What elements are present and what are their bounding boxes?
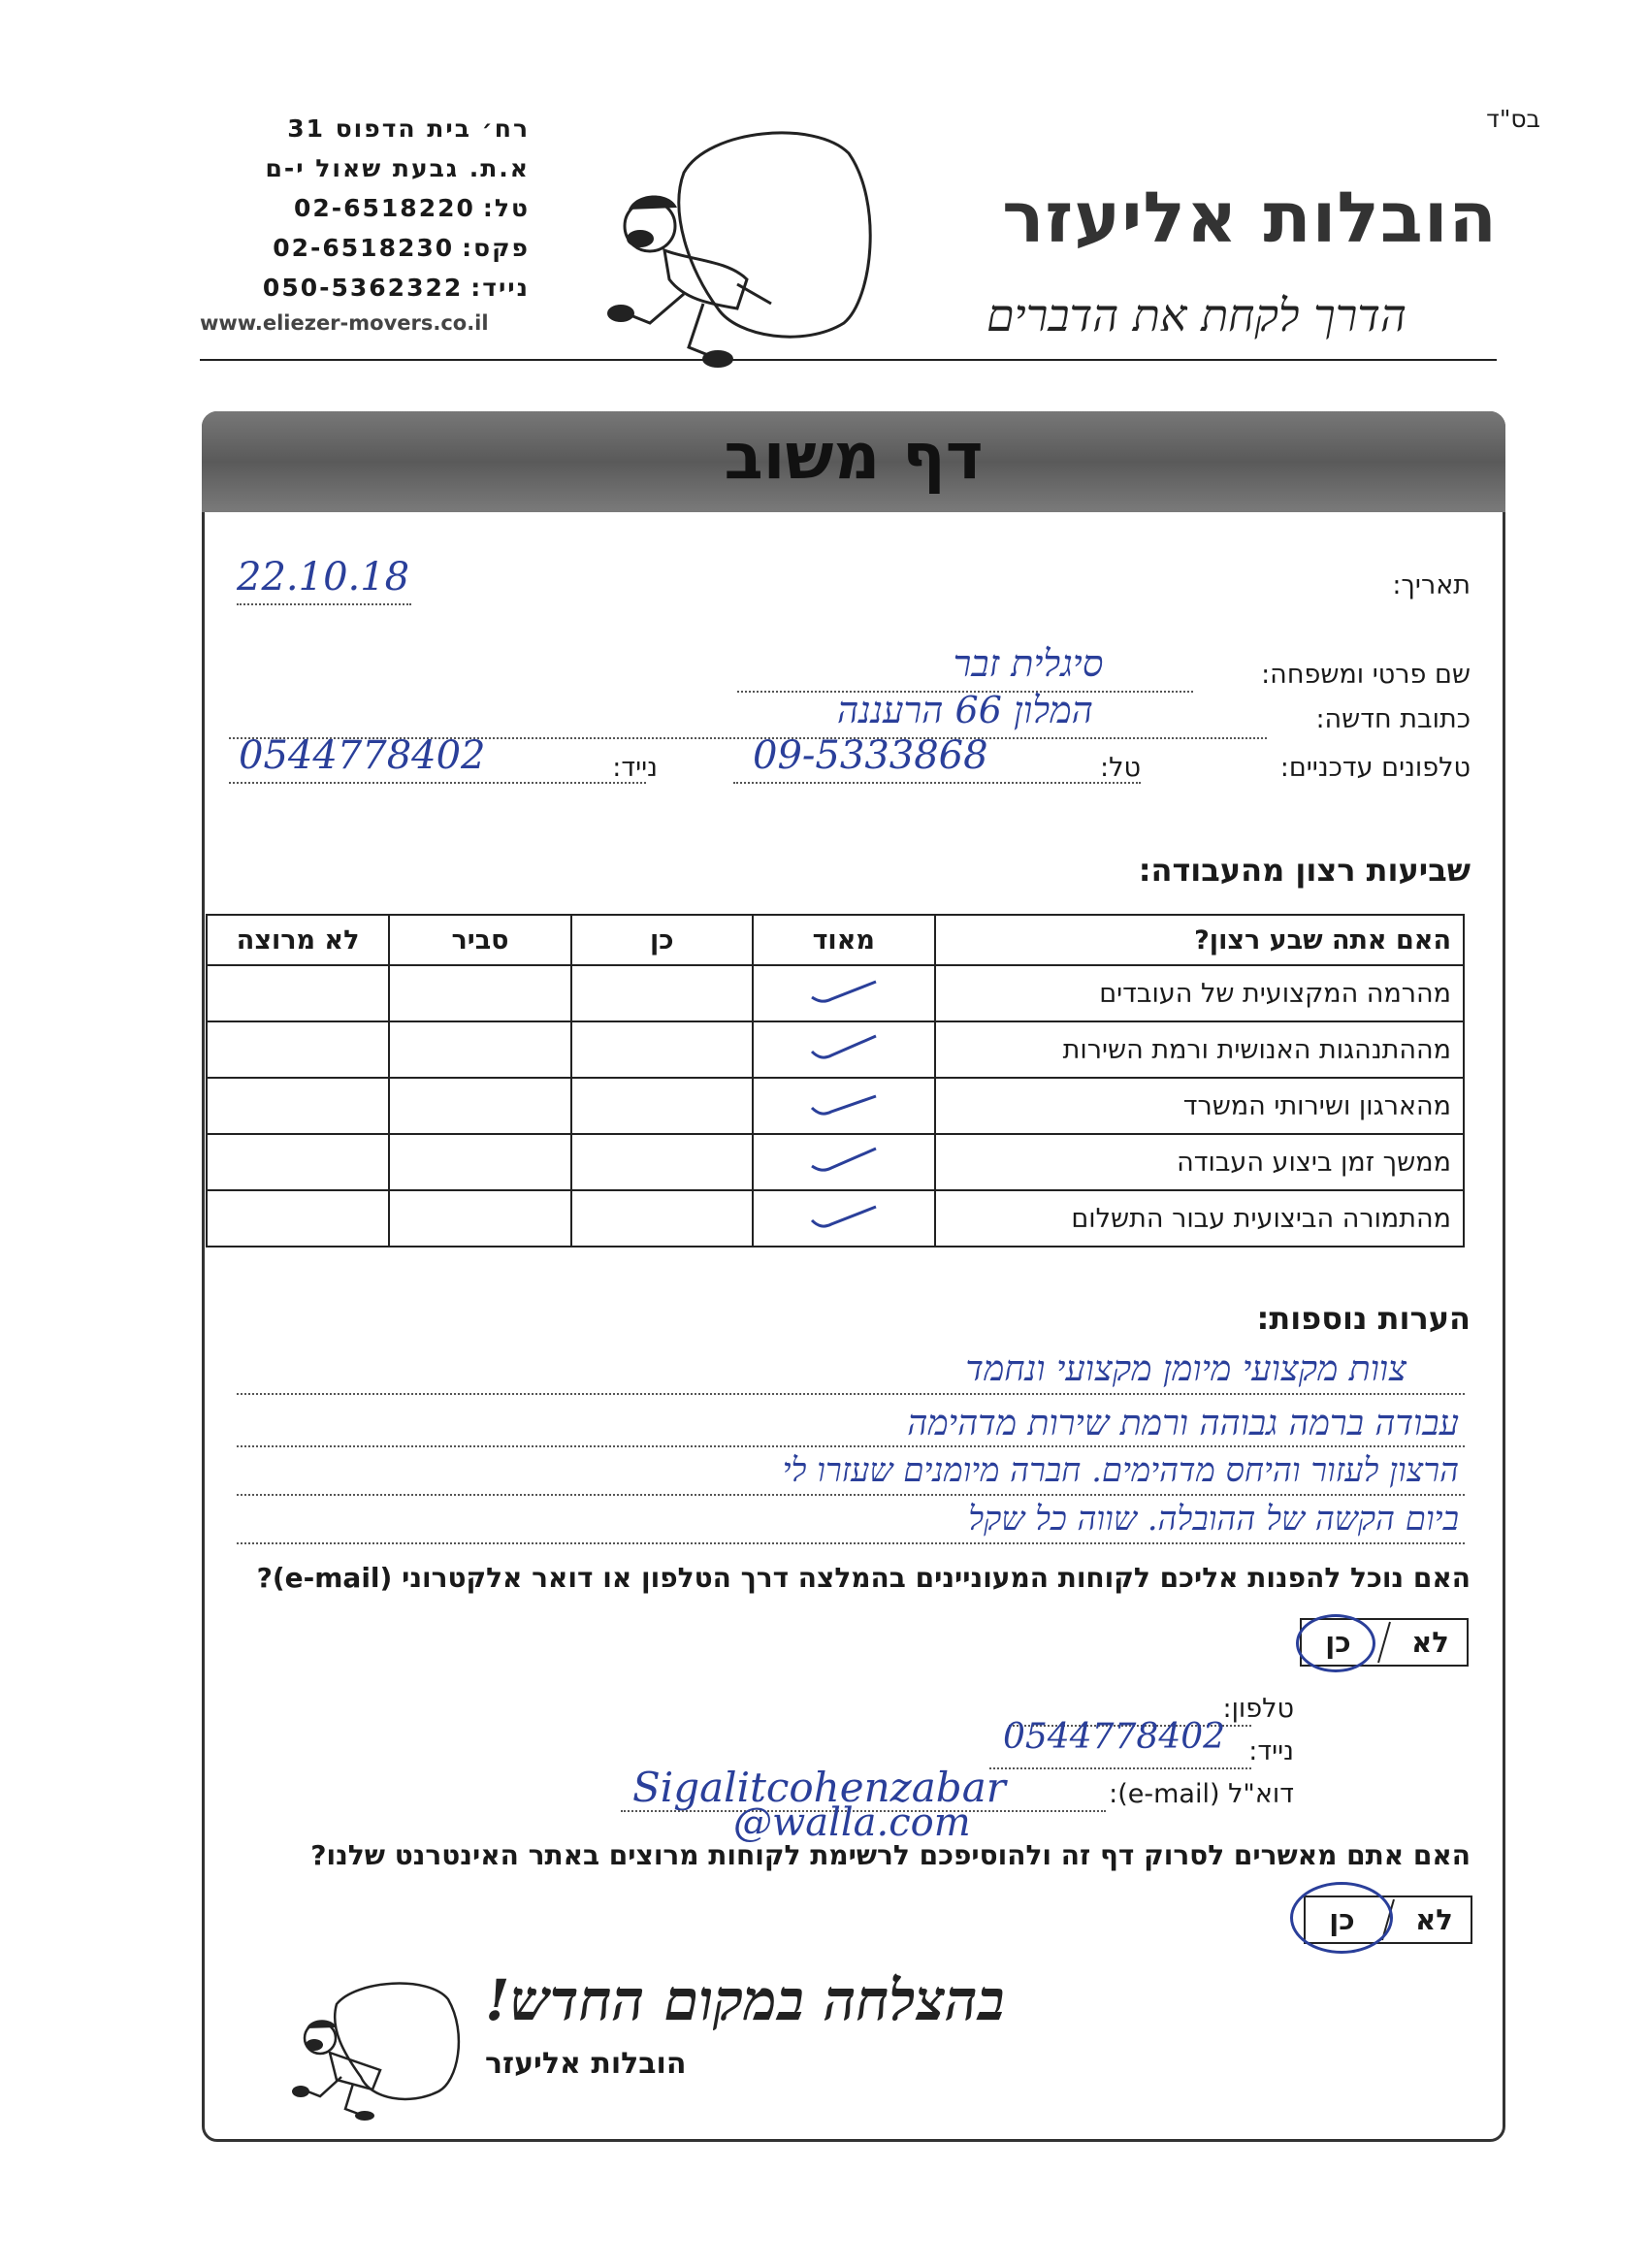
comment-line-1: צוות מקצועי מיומן מקצועי ונחמד <box>965 1349 1406 1389</box>
checkmark-icon <box>808 978 880 1003</box>
address-line-1: רח׳ בית הדפוס 31 <box>287 114 530 143</box>
mobile-value: 0544778402 <box>239 733 486 778</box>
col-header-fair: סביר <box>389 915 571 965</box>
referral-mobile-value: 0544778402 <box>1003 1717 1226 1757</box>
referral-email-line-2: @walla.com <box>733 1800 971 1845</box>
signoff-text: בהצלחה במקום החדש! <box>485 1967 1005 2033</box>
table-row <box>207 1021 1464 1078</box>
col-header-very: מאוד <box>753 915 935 965</box>
mobile-label: נייד: <box>612 753 658 783</box>
checkmark-icon <box>808 1090 880 1116</box>
row-label: מההתנהגות האנושית ורמת השירות <box>935 1021 1464 1078</box>
referral-yes-circle <box>1296 1614 1375 1672</box>
table-row <box>207 1134 1464 1190</box>
satisfaction-heading: שביעות רצון מהעבודה: <box>1138 852 1471 889</box>
referral-email-line-1: Sigalitcohenzabar <box>632 1764 1006 1811</box>
date-label: תאריך: <box>1392 570 1471 600</box>
form-title: דף משוב <box>724 419 984 494</box>
table-row <box>207 1078 1464 1134</box>
tel-label: טל: <box>1100 753 1141 783</box>
comment-underline-3 <box>237 1494 1465 1496</box>
cell-yes[interactable] <box>571 1190 753 1247</box>
checkmark-icon <box>808 1147 880 1172</box>
mobile-underline <box>229 782 646 784</box>
header-divider <box>200 359 1497 361</box>
mover-mascot-icon <box>592 114 883 386</box>
brand-slogan: הדרך לקחת את הדברים <box>986 289 1406 341</box>
referral-question: האם נוכל להפנות אליכם לקוחות המעוניינים בהמלצה דרך הטלפון או דואר אלקטרוני (e-mail)? <box>256 1562 1471 1594</box>
referral-phone-label: טלפון: <box>1222 1694 1294 1724</box>
comment-line-4: ביום הקשה של ההובלה. שווה כל שקל <box>968 1500 1459 1539</box>
mover-mascot-small-icon <box>283 1975 468 2121</box>
cell-fair[interactable] <box>389 1021 571 1078</box>
question-header: האם אתה שבע רצון? <box>935 915 1464 965</box>
cell-unsatisfied[interactable] <box>207 965 389 1021</box>
cell-fair[interactable] <box>389 1190 571 1247</box>
name-label: שם פרטי ומשפחה: <box>1261 660 1471 690</box>
cell-very[interactable] <box>753 965 935 1021</box>
cell-unsatisfied[interactable] <box>207 1078 389 1134</box>
cell-fair[interactable] <box>389 965 571 1021</box>
row-label: ממשך זמן ביצוע העבודה <box>935 1134 1464 1190</box>
referral-email-label: דוא"ל (e-mail): <box>1109 1779 1294 1809</box>
website-consent-question: האם אתם מאשרים לסרוק דף זה ולהוסיפכם לרשימת לקוחות מרוצים באתר האינטרנט שלנו? <box>310 1839 1471 1871</box>
cell-yes[interactable] <box>571 1078 753 1134</box>
col-header-yes: כן <box>571 915 753 965</box>
comments-heading: הערות נוספות: <box>1256 1300 1471 1337</box>
date-underline <box>237 603 411 605</box>
cell-yes[interactable] <box>571 965 753 1021</box>
row-label: מהרמה המקצועית של העובדים <box>935 965 1464 1021</box>
company-fax: פקס: 02-6518230 <box>273 234 530 262</box>
consent-yes-option[interactable]: כן <box>1329 1903 1355 1936</box>
row-label: מהתמורה הביצועית עבור התשלום <box>935 1190 1464 1247</box>
satisfaction-table <box>206 914 1465 1247</box>
cell-unsatisfied[interactable] <box>207 1190 389 1247</box>
company-website: www.eliezer-movers.co.il <box>200 311 489 335</box>
date-value: 22.10.18 <box>237 555 410 599</box>
consent-no-option[interactable]: לא <box>1415 1903 1453 1936</box>
cell-fair[interactable] <box>389 1078 571 1134</box>
table-row <box>207 965 1464 1021</box>
checkmark-icon <box>808 1034 880 1059</box>
new-address-value: המלון 66 הרעננה <box>837 689 1093 731</box>
satisfaction-header-row <box>207 915 1464 965</box>
referral-mobile-underline <box>989 1767 1251 1769</box>
referral-no-option[interactable]: לא <box>1411 1626 1449 1659</box>
row-label: מהארגון ושירותי המשרד <box>935 1078 1464 1134</box>
phones-label: טלפונים עדכניים: <box>1279 753 1471 783</box>
slash-divider <box>1374 1620 1394 1665</box>
cell-unsatisfied[interactable] <box>207 1134 389 1190</box>
new-address-label: כתובת חדשה: <box>1315 704 1471 734</box>
comment-underline-4 <box>237 1542 1465 1544</box>
col-header-unsatisfied: לא מרוצה <box>207 915 389 965</box>
cell-very[interactable] <box>753 1021 935 1078</box>
referral-mobile-label: נייד: <box>1248 1736 1294 1766</box>
cell-very[interactable] <box>753 1078 935 1134</box>
brand-name: הובלות אליעזר <box>1002 177 1498 258</box>
consent-yes-circle <box>1290 1882 1393 1954</box>
cell-unsatisfied[interactable] <box>207 1021 389 1078</box>
tel-underline <box>733 782 1141 784</box>
cell-yes[interactable] <box>571 1021 753 1078</box>
bsd-mark: בס"ד <box>1486 105 1540 133</box>
company-contact-block <box>200 109 530 335</box>
table-row <box>207 1190 1464 1247</box>
cell-fair[interactable] <box>389 1134 571 1190</box>
comment-line-3: הרצון לעזור והיחס מדהימים. חברה מיומנים שעזרו לי <box>782 1451 1459 1490</box>
company-mobile: נייד: 050-5362322 <box>262 274 530 302</box>
comment-underline-2 <box>237 1445 1465 1447</box>
company-phone: טל: 02-6518220 <box>293 194 530 222</box>
footer-brand-name: הובלות אליעזר <box>485 2047 687 2081</box>
address-line-2: א.ת. גבעת שאול י-ם <box>265 154 530 182</box>
comment-line-2: עבודה ברמה גבוהה ורמת שירות מדהימה <box>907 1404 1459 1443</box>
checkmark-icon <box>808 1203 880 1228</box>
cell-very[interactable] <box>753 1190 935 1247</box>
tel-value: 09-5333868 <box>753 733 988 778</box>
comment-underline-1 <box>237 1393 1465 1395</box>
cell-yes[interactable] <box>571 1134 753 1190</box>
referral-yes-option[interactable]: כן <box>1325 1626 1351 1659</box>
name-value: סיגלית זבר <box>953 642 1104 685</box>
cell-very[interactable] <box>753 1134 935 1190</box>
